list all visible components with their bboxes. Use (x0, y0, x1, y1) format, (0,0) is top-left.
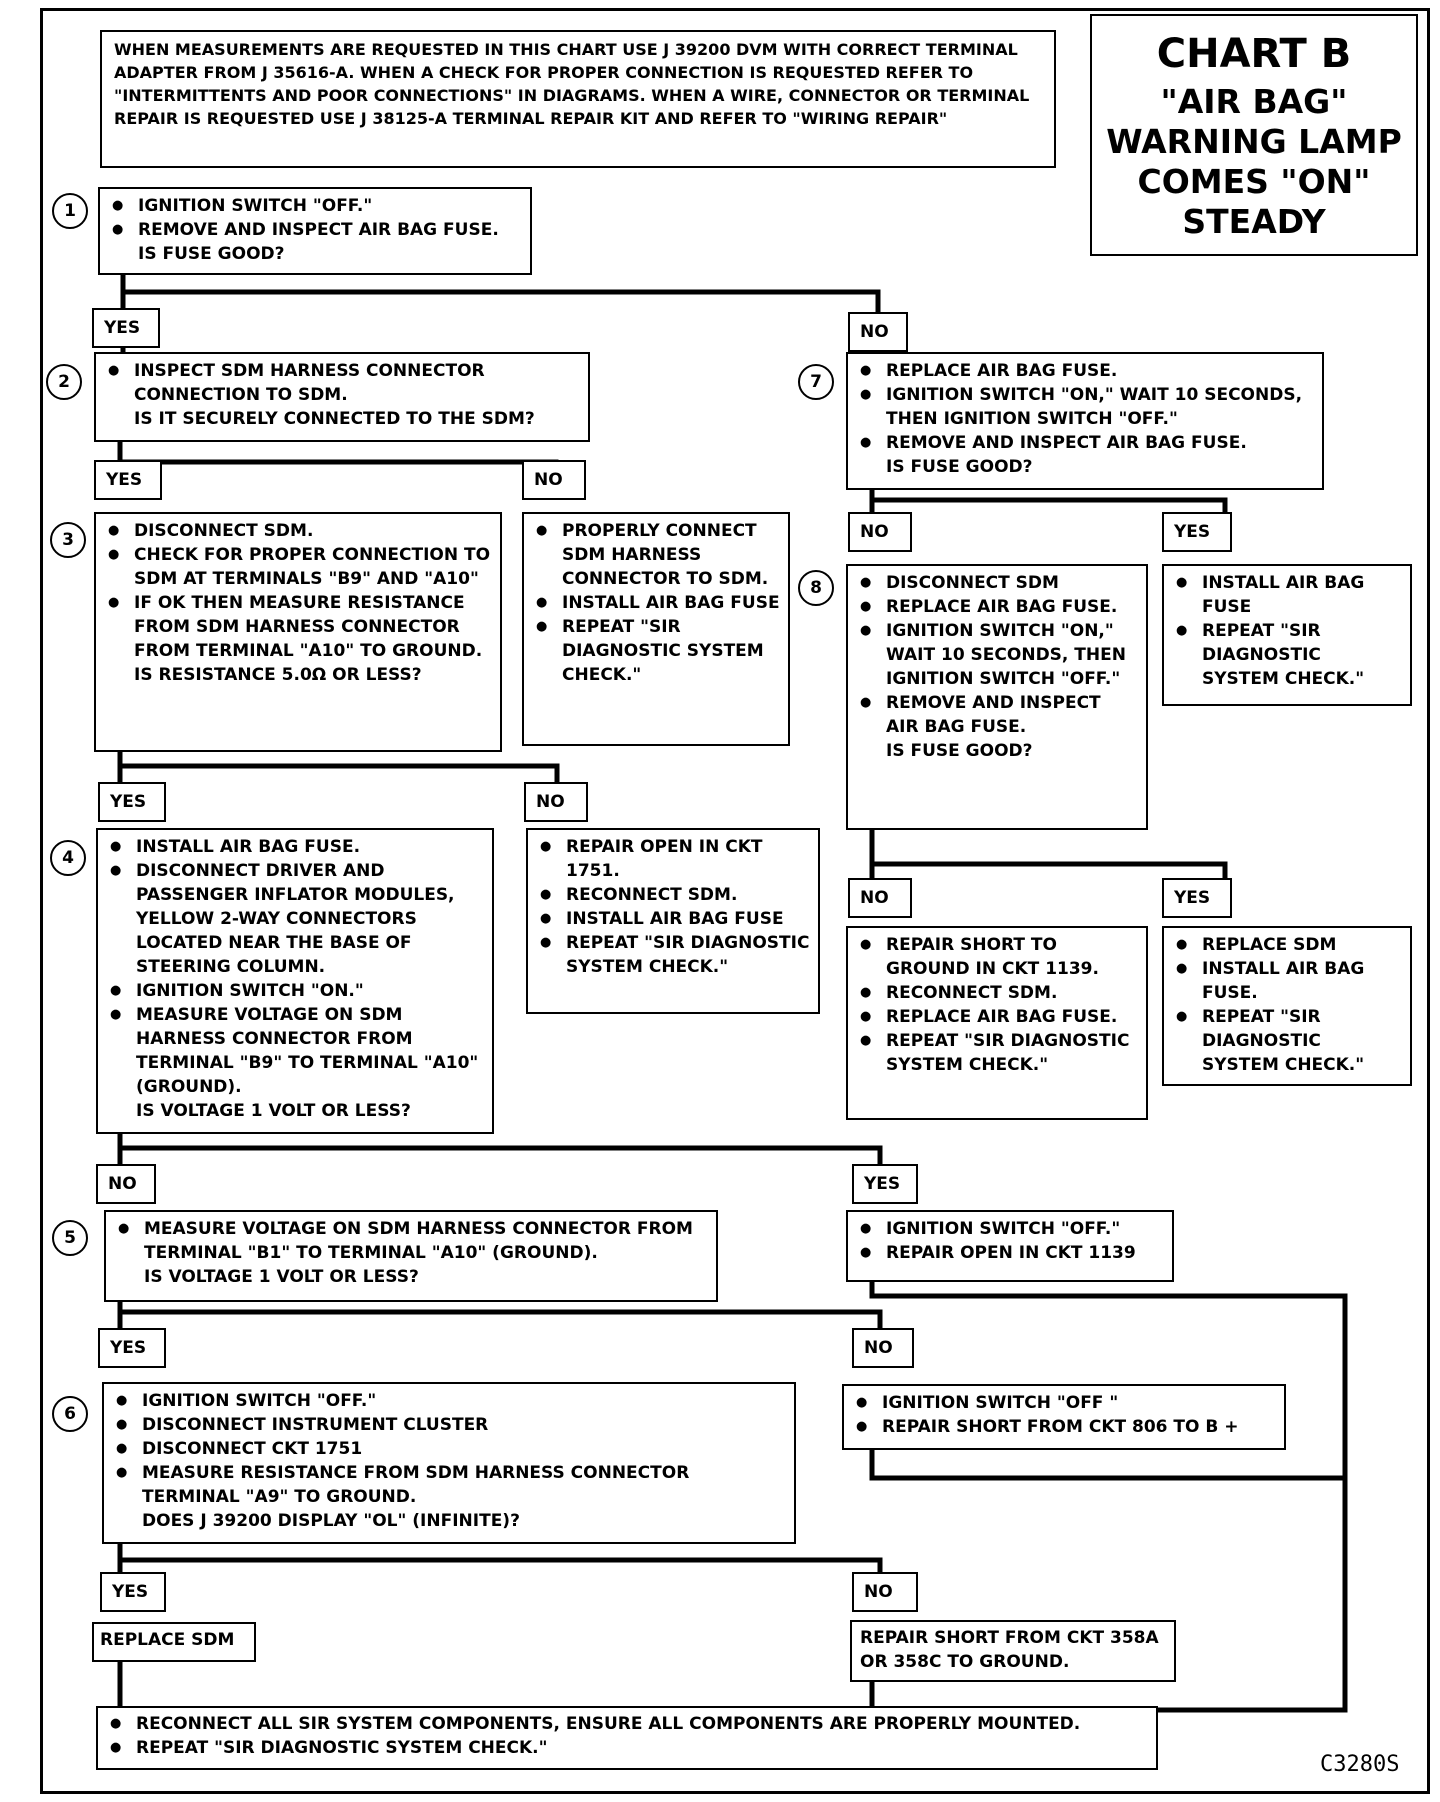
step-8-no-action-box (846, 926, 1148, 1120)
action-item: ● REPAIR OPEN IN CKT 1139 (856, 1241, 1164, 1265)
step-4-item: ● MEASURE VOLTAGE ON SDM HARNESS CONNECTOR FROM TERMINAL "B9" TO TERMINAL "A10" (GROUND). (106, 1003, 484, 1099)
instructions-text: WHEN MEASUREMENTS ARE REQUESTED IN THIS CHART USE J 39200 DVM WITH CORRECT TERMINAL ADAPTER FROM J 35616-A. WHEN A CHECK FOR PROPER CONNECTION IS REQUESTED REFER TO "INTERMITTENTS AND POOR CONNECTIONS" IN DIAGRAMS. WHEN A WIRE, CONNECTOR OR TERMINAL REPAIR IS REQUESTED USE J 38125-A TERMINAL REPAIR KIT AND REFER TO "WIRING REPAIR" (114, 40, 1030, 128)
step-3-yes-label: YES (98, 782, 166, 822)
step-3-no-action-box (526, 828, 820, 1014)
step-3-box (94, 512, 502, 752)
figure-id: C3280S (1320, 1752, 1400, 1777)
step-5-no-action-box (842, 1384, 1286, 1450)
step-8-question: IS FUSE GOOD? (886, 741, 1033, 761)
step-4-yes-action-box (846, 1210, 1174, 1282)
action-item: ● IGNITION SWITCH "OFF." (856, 1217, 1164, 1241)
step-7-item: ● IGNITION SWITCH "ON," WAIT 10 SECONDS, THEN IGNITION SWITCH "OFF." (856, 383, 1314, 431)
step-6-question: DOES J 39200 DISPLAY "OL" (INFINITE)? (142, 1511, 520, 1531)
step-8-yes-action-box (1162, 926, 1412, 1086)
step-4-no-label: NO (96, 1164, 156, 1204)
step-1-item: ● IGNITION SWITCH "OFF." (108, 194, 522, 218)
step-7-no-label: NO (848, 512, 912, 552)
step-4-item: ● DISCONNECT DRIVER AND PASSENGER INFLATOR MODULES, YELLOW 2-WAY CONNECTORS LOCATED NEAR THE BASE OF STEERING COLUMN. (106, 859, 484, 979)
action-item: ● INSTALL AIR BAG FUSE (536, 907, 810, 931)
chart-label: CHART B (1156, 31, 1352, 77)
step-8-no-label: NO (848, 878, 912, 918)
action-item: ● REPEAT "SIR DIAGNOSTIC SYSTEM CHECK." (1172, 1005, 1402, 1077)
step-5-item: ● MEASURE VOLTAGE ON SDM HARNESS CONNECTOR FROM TERMINAL "B1" TO TERMINAL "A10" (GROUND). (114, 1217, 708, 1265)
action-item: ● INSTALL AIR BAG FUSE (532, 591, 780, 615)
step-5-no-label: NO (852, 1328, 914, 1368)
final-action-box (96, 1706, 1158, 1770)
final-item: ● RECONNECT ALL SIR SYSTEM COMPONENTS, ENSURE ALL COMPONENTS ARE PROPERLY MOUNTED. (106, 1712, 1148, 1736)
step-6-number: 6 (52, 1396, 88, 1432)
step-4-item: ● INSTALL AIR BAG FUSE. (106, 835, 484, 859)
step-5-question: IS VOLTAGE 1 VOLT OR LESS? (144, 1267, 419, 1287)
step-3-no-label: NO (524, 782, 588, 822)
step-1-box (98, 187, 532, 275)
action-item: ● REPEAT "SIR DIAGNOSTIC SYSTEM CHECK." (532, 615, 780, 687)
step-8-item: ● DISCONNECT SDM (856, 571, 1138, 595)
step-4-item: ● IGNITION SWITCH "ON." (106, 979, 484, 1003)
step-3-item: ● IF OK THEN MEASURE RESISTANCE FROM SDM HARNESS CONNECTOR FROM TERMINAL "A10" TO GROUND. (104, 591, 492, 663)
step-4-number: 4 (50, 840, 86, 876)
step-6-yes-label: YES (100, 1572, 166, 1612)
step-5-yes-label: YES (98, 1328, 166, 1368)
step-6-item: ● IGNITION SWITCH "OFF." (112, 1389, 786, 1413)
step-6-box (102, 1382, 796, 1544)
step-6-no-label: NO (852, 1572, 918, 1612)
step-6-no-action-box (850, 1620, 1176, 1682)
step-3-item: ● CHECK FOR PROPER CONNECTION TO SDM AT TERMINALS "B9" AND "A10" (104, 543, 492, 591)
action-item: ● REPEAT "SIR DIAGNOSTIC SYSTEM CHECK." (1172, 619, 1402, 691)
step-5-box (104, 1210, 718, 1302)
chart-title: "AIR BAG" WARNING LAMP COMES "ON" STEADY (1106, 82, 1402, 241)
action-text: REPAIR SHORT FROM CKT 358A OR 358C TO GROUND. (860, 1628, 1159, 1672)
step-1-question: IS FUSE GOOD? (138, 244, 285, 264)
action-item: ● REPAIR OPEN IN CKT 1751. (536, 835, 810, 883)
instructions-box (100, 30, 1056, 168)
step-5-number: 5 (52, 1220, 88, 1256)
step-2-number: 2 (46, 364, 82, 400)
step-2-box (94, 352, 590, 442)
step-2-yes-label: YES (94, 460, 162, 500)
step-8-item: ● IGNITION SWITCH "ON," WAIT 10 SECONDS, THEN IGNITION SWITCH "OFF." (856, 619, 1138, 691)
action-item: ● INSTALL AIR BAG FUSE. (1172, 957, 1402, 1005)
step-3-question: IS RESISTANCE 5.0Ω OR LESS? (134, 665, 422, 685)
step-7-box (846, 352, 1324, 490)
step-6-item: ● DISCONNECT CKT 1751 (112, 1437, 786, 1461)
step-3-item: ● DISCONNECT SDM. (104, 519, 492, 543)
step-8-yes-label: YES (1162, 878, 1232, 918)
step-3-number: 3 (50, 522, 86, 558)
action-item: ● REPAIR SHORT TO GROUND IN CKT 1139. (856, 933, 1138, 981)
final-item: ● REPEAT "SIR DIAGNOSTIC SYSTEM CHECK." (106, 1736, 1148, 1760)
action-item: ● PROPERLY CONNECT SDM HARNESS CONNECTOR TO SDM. (532, 519, 780, 591)
action-item: ● IGNITION SWITCH "OFF " (852, 1391, 1276, 1415)
action-item: ● REPLACE AIR BAG FUSE. (856, 1005, 1138, 1029)
step-7-yes-label: YES (1162, 512, 1232, 552)
chart-title-box (1090, 14, 1418, 256)
step-2-item: ● INSPECT SDM HARNESS CONNECTOR CONNECTION TO SDM. (104, 359, 580, 407)
step-8-number: 8 (798, 570, 834, 606)
step-1-number: 1 (52, 193, 88, 229)
step-7-item: ● REMOVE AND INSPECT AIR BAG FUSE. (856, 431, 1314, 455)
action-item: ● INSTALL AIR BAG FUSE (1172, 571, 1402, 619)
step-1-no-label: NO (848, 312, 908, 352)
step-6-yes-action-box (92, 1622, 256, 1662)
step-2-no-label: NO (522, 460, 586, 500)
step-7-yes-action-box (1162, 564, 1412, 706)
step-7-number: 7 (798, 364, 834, 400)
action-item: ● REPLACE SDM (1172, 933, 1402, 957)
action-item: ● REPEAT "SIR DIAGNOSTIC SYSTEM CHECK." (856, 1029, 1138, 1077)
step-1-item: ● REMOVE AND INSPECT AIR BAG FUSE. (108, 218, 522, 242)
action-item: ● RECONNECT SDM. (536, 883, 810, 907)
action-text: REPLACE SDM (100, 1630, 235, 1650)
step-7-item: ● REPLACE AIR BAG FUSE. (856, 359, 1314, 383)
action-item: ● REPAIR SHORT FROM CKT 806 TO B + (852, 1415, 1276, 1439)
step-8-item: ● REMOVE AND INSPECT AIR BAG FUSE. (856, 691, 1138, 739)
step-8-box (846, 564, 1148, 830)
step-7-question: IS FUSE GOOD? (886, 457, 1033, 477)
action-item: ● REPEAT "SIR DIAGNOSTIC SYSTEM CHECK." (536, 931, 810, 979)
step-2-no-action-box (522, 512, 790, 746)
step-4-yes-label: YES (852, 1164, 918, 1204)
step-2-question: IS IT SECURELY CONNECTED TO THE SDM? (134, 409, 535, 429)
step-6-item: ● DISCONNECT INSTRUMENT CLUSTER (112, 1413, 786, 1437)
step-1-yes-label: YES (92, 308, 160, 348)
step-8-item: ● REPLACE AIR BAG FUSE. (856, 595, 1138, 619)
step-4-box (96, 828, 494, 1134)
step-4-question: IS VOLTAGE 1 VOLT OR LESS? (136, 1101, 411, 1121)
action-item: ● RECONNECT SDM. (856, 981, 1138, 1005)
step-6-item: ● MEASURE RESISTANCE FROM SDM HARNESS CONNECTOR TERMINAL "A9" TO GROUND. (112, 1461, 786, 1509)
